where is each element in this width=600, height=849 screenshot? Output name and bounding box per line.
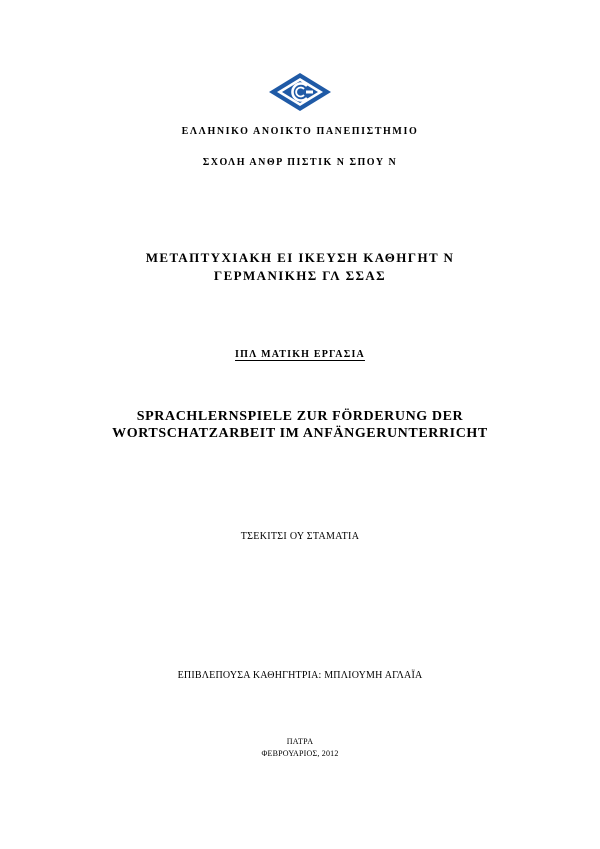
supervisor-line: ΕΠΙΒΛΕΠΟΥΣΑ ΚΑΘΗΓΗΤΡΙΑ: ΜΠΛΙΟΥΜΗ ΑΓΛΑΪΑ	[177, 670, 423, 681]
program-title-line-2: ΓΕΡΜΑΝΙΚΗΣ ΓΛ ΣΣΑΣ	[213, 268, 387, 283]
date: ΦΕΒΡΟΥΑΡΙΟΣ, 2012	[261, 749, 339, 758]
city: ΠΑΤΡΑ	[286, 737, 314, 746]
thesis-title-line-1: SPRACHLERNSPIELE ZUR FÖRDERUNG DER	[136, 409, 464, 424]
thesis-type-heading	[0, 350, 600, 360]
program-title-line-1: ΜΕΤΑΠΤΥΧΙΑΚΗ ΕΙ ΙΚΕΥΣΗ ΚΑΘΗΓΗΤ Ν	[145, 250, 455, 265]
thesis-type-label: ΙΠΛ ΜΑΤΙΚΗ ΕΡΓΑΣΙΑ	[235, 349, 365, 360]
thesis-title-line-2: WORTSCHATZARBEIT IM ANFÄNGERUNTERRICHT	[112, 426, 488, 441]
university-name: ΕΛΛΗΝΙΚΟ ΑΝΟΙΚΤΟ ΠΑΝΕΠΙΣΤΗΜΙΟ	[181, 126, 419, 137]
author-name: ΤΣΕΚΙΤΣΙ ΟΥ ΣΤΑΜΑΤΙΑ	[240, 531, 360, 542]
school-name: ΣΧΟΛΗ ΑΝΘΡ ΠΙΣΤΙΚ Ν ΣΠΟΥ Ν	[202, 157, 398, 168]
hellenic-open-university-logo-icon	[268, 72, 332, 112]
